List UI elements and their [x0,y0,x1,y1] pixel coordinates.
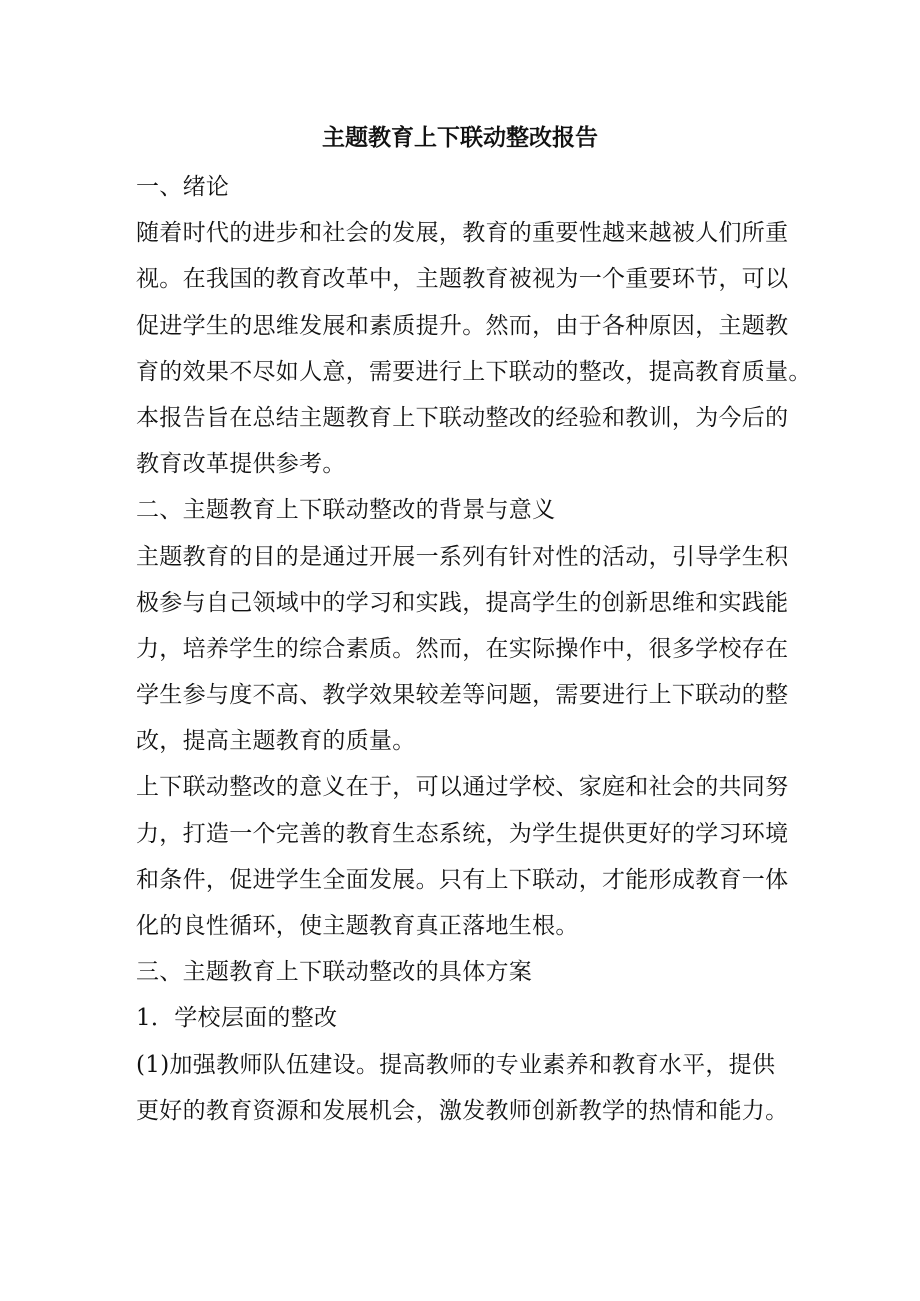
section-heading-background: 二、主题教育上下联动整改的背景与意义 [136,497,556,524]
section-heading-introduction: 一、绪论 [136,174,230,200]
paragraph-line: 上下联动整改的意义在于，可以通过学校、家庭和社会的共同努 [136,774,789,801]
paragraph-line: 视。在我国的教育改革中，主题教育被视为一个重要环节，可以 [136,266,789,293]
paragraph-line: 随着时代的进步和社会的发展，教育的重要性越来越被人们所重 [136,220,789,247]
paragraph-line: 改，提高主题教育的质量。 [136,728,416,755]
document-title: 主题教育上下联动整改报告 [322,124,598,151]
paragraph-line: 力，培养学生的综合素质。然而，在实际操作中，很多学校存在 [136,635,789,662]
paragraph-line: 育的效果不尽如人意，需要进行上下联动的整改，提高教育质量。 [136,358,812,385]
paragraph-line: 促进学生的思维发展和素质提升。然而，由于各种原因，主题教 [136,312,789,339]
document-body [136,164,816,1134]
paragraph-line: 教育改革提供参考。 [136,451,346,478]
paragraph-line: 极参与自己领域中的学习和实践，提高学生的创新思维和实践能 [136,589,789,616]
paragraph-line: 化的良性循环，使主题教育真正落地生根。 [136,913,579,939]
paragraph-line: 本报告旨在总结主题教育上下联动整改的经验和教训，为今后的 [136,404,789,431]
paragraph-line: 主题教育的目的是通过开展一系列有针对性的活动，引导学生积 [136,543,789,570]
section-heading-plan: 三、主题教育上下联动整改的具体方案 [136,959,533,986]
paragraph-line: 更好的教育资源和发展机会，激发教师创新教学的热情和能力。 [136,1097,789,1124]
subsection-heading-school: 1．学校层面的整改 [136,1005,338,1032]
paragraph-line: (1)加强教师队伍建设。提高教师的专业素养和教育水平，提供 [136,1051,776,1078]
paragraph-line: 力，打造一个完善的教育生态系统，为学生提供更好的学习环境 [136,820,789,847]
paragraph-line: 学生参与度不高、教学效果较差等问题，需要进行上下联动的整 [136,682,789,709]
paragraph-line: 和条件，促进学生全面发展。只有上下联动，才能形成教育一体 [136,866,789,893]
